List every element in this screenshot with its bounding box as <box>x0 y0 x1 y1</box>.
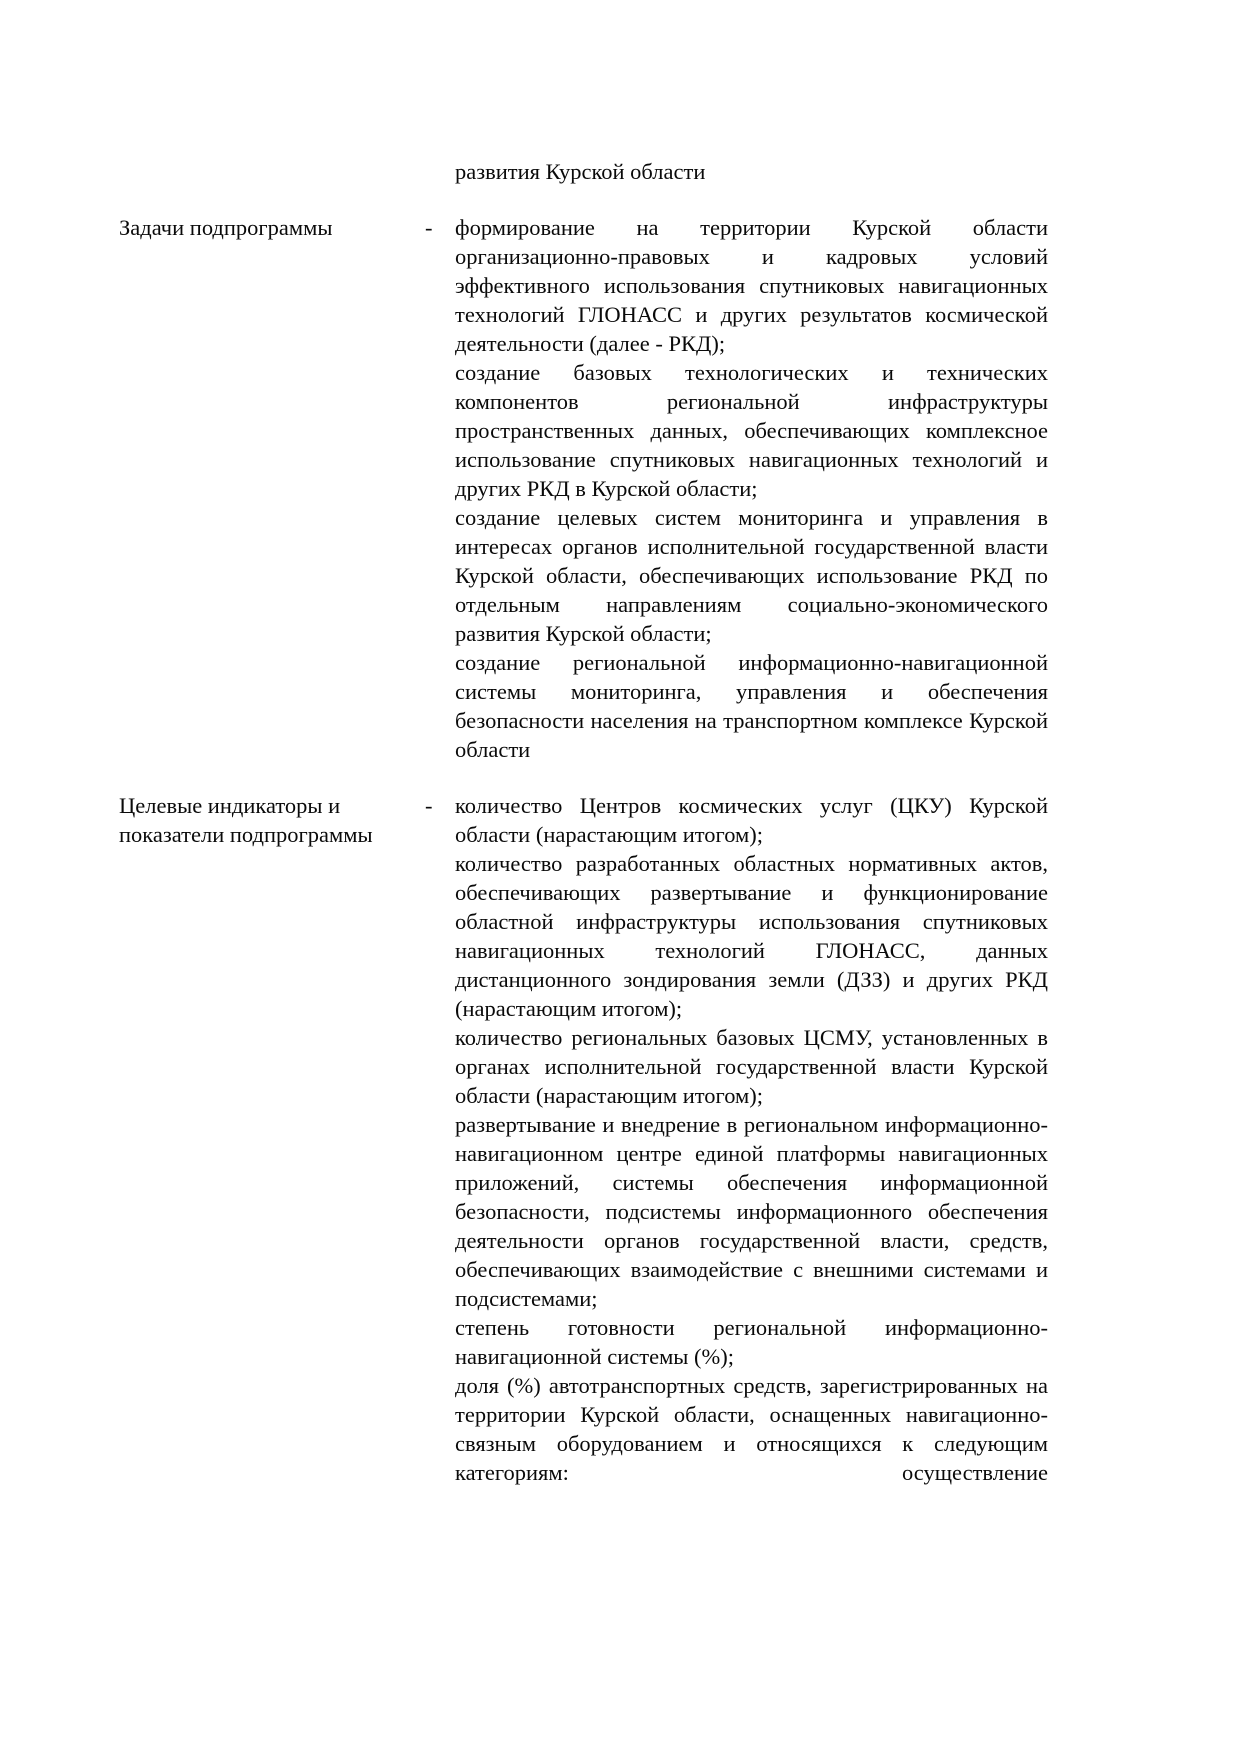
row-label-indicators: Целевые индикаторы и показатели подпрограммы <box>119 793 373 847</box>
row-content-tasks <box>455 213 1048 764</box>
task-item: создание базовых технологических и технических компонентов региональной инфраструктуры пространственных данных, обеспечивающих комплексное использование спутниковых навигационных технологий и других РКД в Курской области; <box>455 360 1048 501</box>
table-row-continuation <box>119 157 1048 186</box>
row-content-continuation <box>455 157 1048 186</box>
table-row-indicators <box>119 791 1048 1487</box>
table-row-tasks <box>119 213 1048 764</box>
indicator-item: степень готовности региональной информационно-навигационной системы (%); <box>455 1315 1048 1369</box>
indicator-item: количество разработанных областных нормативных актов, обеспечивающих развертывание и функционирование областной инфраструктуры использования спутниковых навигационных технологий ГЛОНАСС, данных дистанционного зондирования земли (ДЗЗ) и других РКД (нарастающим итогом); <box>455 851 1048 1021</box>
indicator-item: количество Центров космических услуг (ЦКУ) Курской области (нарастающим итогом); <box>455 793 1048 847</box>
indicator-item: доля (%) автотранспортных средств, зарегистрированных на территории Курской области, оснащенных навигационно-связным оборудованием и относящихся к следующим категориям: осуществление <box>455 1373 1048 1485</box>
task-item: формирование на территории Курской области организационно-правовых и кадровых условий эффективного использования спутниковых навигационных технологий ГЛОНАСС и других результатов космической деятельности (далее - РКД); <box>455 215 1048 356</box>
dash-marker-indicators: - <box>425 793 433 818</box>
indicator-item: развертывание и внедрение в региональном информационно-навигационном центре единой платформы навигационных приложений, системы обеспечения информационной безопасности, подсистемы информационного обеспечения деятельности органов государственной власти, средств, обеспечивающих взаимодействие с внешними системами и подсистемами; <box>455 1112 1048 1311</box>
indicator-item: количество региональных базовых ЦСМУ, установленных в органах исполнительной государственной власти Курской области (нарастающим итогом); <box>455 1025 1048 1108</box>
task-item: создание региональной информационно-навигационной системы мониторинга, управления и обеспечения безопасности населения на транспортном комплексе Курской области <box>455 650 1048 762</box>
row-content-indicators <box>455 791 1048 1487</box>
row-label-tasks: Задачи подпрограммы <box>119 215 333 240</box>
dash-marker-tasks: - <box>425 215 433 240</box>
task-item: создание целевых систем мониторинга и управления в интересах органов исполнительной государственной власти Курской области, обеспечивающих использование РКД по отдельным направлениям социально-экономического развития Курской области; <box>455 505 1048 646</box>
continuation-line: развития Курской области <box>455 159 706 184</box>
